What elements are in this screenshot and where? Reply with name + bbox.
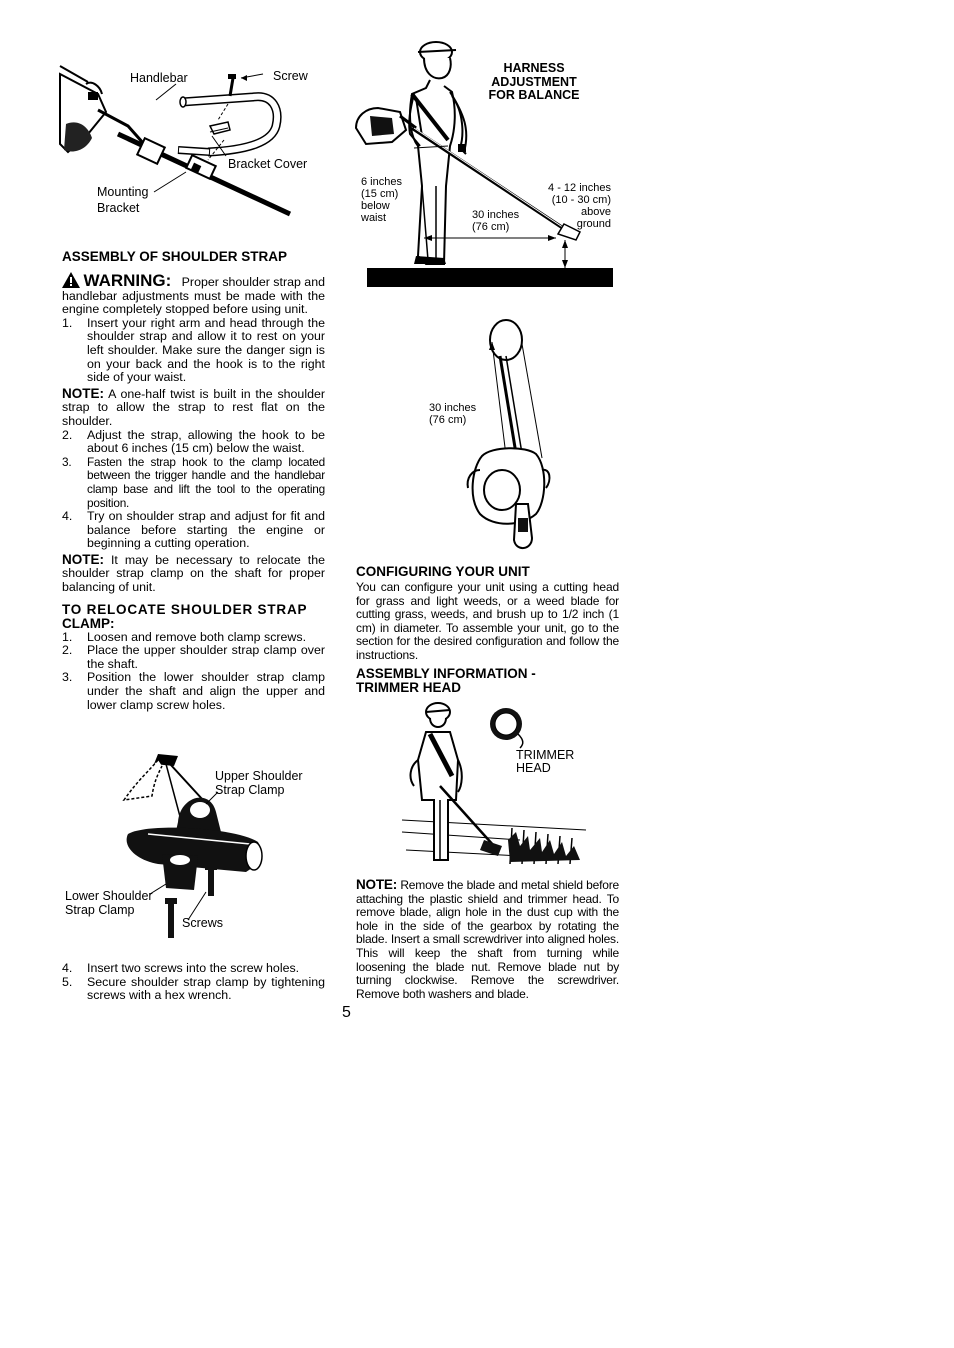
warning-text: Proper shoulder strap and handlebar adjustments must be made with the engine completely stopped before using unit. bbox=[62, 275, 325, 317]
note-1 bbox=[62, 387, 325, 429]
note-label: NOTE: bbox=[356, 877, 397, 892]
upper-clamp-label-2: Strap Clamp bbox=[215, 783, 285, 797]
note-text: A one-half twist is built in the shoulder strap to allow the strap to rest flat on the shoulder. bbox=[62, 386, 325, 428]
warning-triangle-icon bbox=[62, 272, 80, 288]
list-item: 4. Insert two screws into the screw holes. bbox=[62, 961, 300, 975]
shoulder-strap-heading: ASSEMBLY OF SHOULDER STRAP bbox=[62, 249, 288, 264]
assembly-info-heading: ASSEMBLY INFORMATION - bbox=[356, 665, 536, 681]
harness-title bbox=[484, 62, 584, 103]
relocate-steps-b bbox=[62, 962, 325, 1003]
above-ground-label: 4 - 12 inches (10 - 30 cm) above ground bbox=[548, 182, 611, 230]
lower-clamp-label-2: Strap Clamp bbox=[65, 903, 135, 917]
note-2 bbox=[62, 553, 325, 595]
mounting-label-line1: Mounting bbox=[97, 185, 149, 199]
list-item: 2. Place the upper shoulder strap clamp over the shaft. bbox=[62, 643, 325, 671]
below-waist-label: 6 inches (15 cm) below waist bbox=[361, 176, 402, 224]
trimmer-note-paragraph bbox=[356, 878, 619, 1001]
configuring-text: You can configure your unit using a cutting head for grass and light weeds, or a weed blade for cutting grass, weeds, and brush up to 1/2 inch (1 cm) in diameter. To assemble your unit, go to the section for the desired configuration and follow the instructions. bbox=[356, 580, 619, 662]
bracket-cover-label: Bracket Cover bbox=[228, 157, 308, 171]
relocate-steps bbox=[62, 631, 325, 713]
note-text: It may be necessary to relocate the shoulder strap clamp on the shaft for proper balancing of unit. bbox=[62, 552, 325, 595]
upper-clamp-label-1: Upper Shoulder bbox=[215, 769, 303, 783]
note-label: NOTE: bbox=[62, 385, 104, 401]
relocate-heading-line2: CLAMP: bbox=[62, 615, 115, 631]
mounting-label-line2: Bracket bbox=[97, 201, 140, 215]
list-item: 3. Fasten the strap hook to the clamp located between the trigger handle and the handlebar clamp base and lift the tool to the operating position. bbox=[62, 454, 325, 510]
screw-label: Screw bbox=[273, 69, 308, 83]
lower-clamp-label-1: Lower Shoulder bbox=[65, 889, 153, 903]
trimmer-head-label-2: HEAD bbox=[516, 761, 551, 775]
list-item: 5. Secure shoulder strap clamp by tightening screws with a hex wrench. bbox=[62, 974, 325, 1003]
trimmer-note bbox=[356, 878, 619, 1001]
left-column bbox=[62, 250, 325, 712]
trimmer-head-label-1: TRIMMER bbox=[516, 748, 575, 762]
list-item: 4. Try on shoulder strap and adjust for fit and balance before starting the engine or beginning a cutting operation. bbox=[62, 509, 325, 551]
note-text: Remove the blade and metal shield before attaching the plastic shield and trimmer head. To remove blade, align hole in the dust cup with the hole in the side of the gearbox by rotating the blade. Insert a small screwdriver into aligned holes. This will keep the shaft from turning while loosening the blade nut. Remove blade nut by turning clockwise. Remove the screwdriver. Remove both washers and blade. bbox=[356, 878, 619, 1001]
top-view-illustration bbox=[462, 318, 554, 558]
assembly-info-heading-line2: TRIMMER HEAD bbox=[356, 679, 461, 695]
relocate-heading: TO RELOCATE SHOULDER STRAP bbox=[62, 601, 308, 617]
note-label: NOTE: bbox=[62, 551, 104, 567]
harness-title-line1: HARNESS bbox=[503, 61, 565, 75]
length-label: 30 inches (76 cm) bbox=[472, 209, 520, 233]
top-view-length-label: 30 inches (76 cm) bbox=[429, 402, 477, 426]
harness-title-line2: ADJUSTMENT bbox=[491, 74, 577, 89]
strap-steps-b bbox=[62, 429, 325, 551]
page-number: 5 bbox=[342, 1004, 351, 1021]
trimmer-illustration bbox=[400, 700, 590, 870]
list-item: 2. Adjust the strap, allowing the hook to be about 6 inches (15 cm) below the waist. bbox=[62, 427, 325, 456]
harness-title-line3: FOR BALANCE bbox=[488, 88, 580, 102]
handlebar-label: Handlebar bbox=[130, 71, 188, 85]
list-item: 1. Insert your right arm and head through the shoulder strap and allow it to rest on your left shoulder. Make sure the danger sign is on your back and the hook is to the right side of your waist. bbox=[62, 315, 325, 385]
strap-steps-a bbox=[62, 317, 325, 385]
right-column bbox=[356, 565, 619, 695]
warning-label: WARNING: bbox=[83, 271, 172, 290]
configuring-heading: CONFIGURING YOUR UNIT bbox=[356, 564, 530, 579]
list-item: 1. Loosen and remove both clamp screws. bbox=[62, 629, 307, 644]
list-item: 3. Position the lower shoulder strap clamp under the shaft and align the upper and lower clamp screw holes. bbox=[62, 670, 325, 712]
screws-label: Screws bbox=[182, 916, 223, 930]
relocate-steps-continued bbox=[62, 962, 325, 1003]
warning-paragraph bbox=[62, 272, 325, 317]
